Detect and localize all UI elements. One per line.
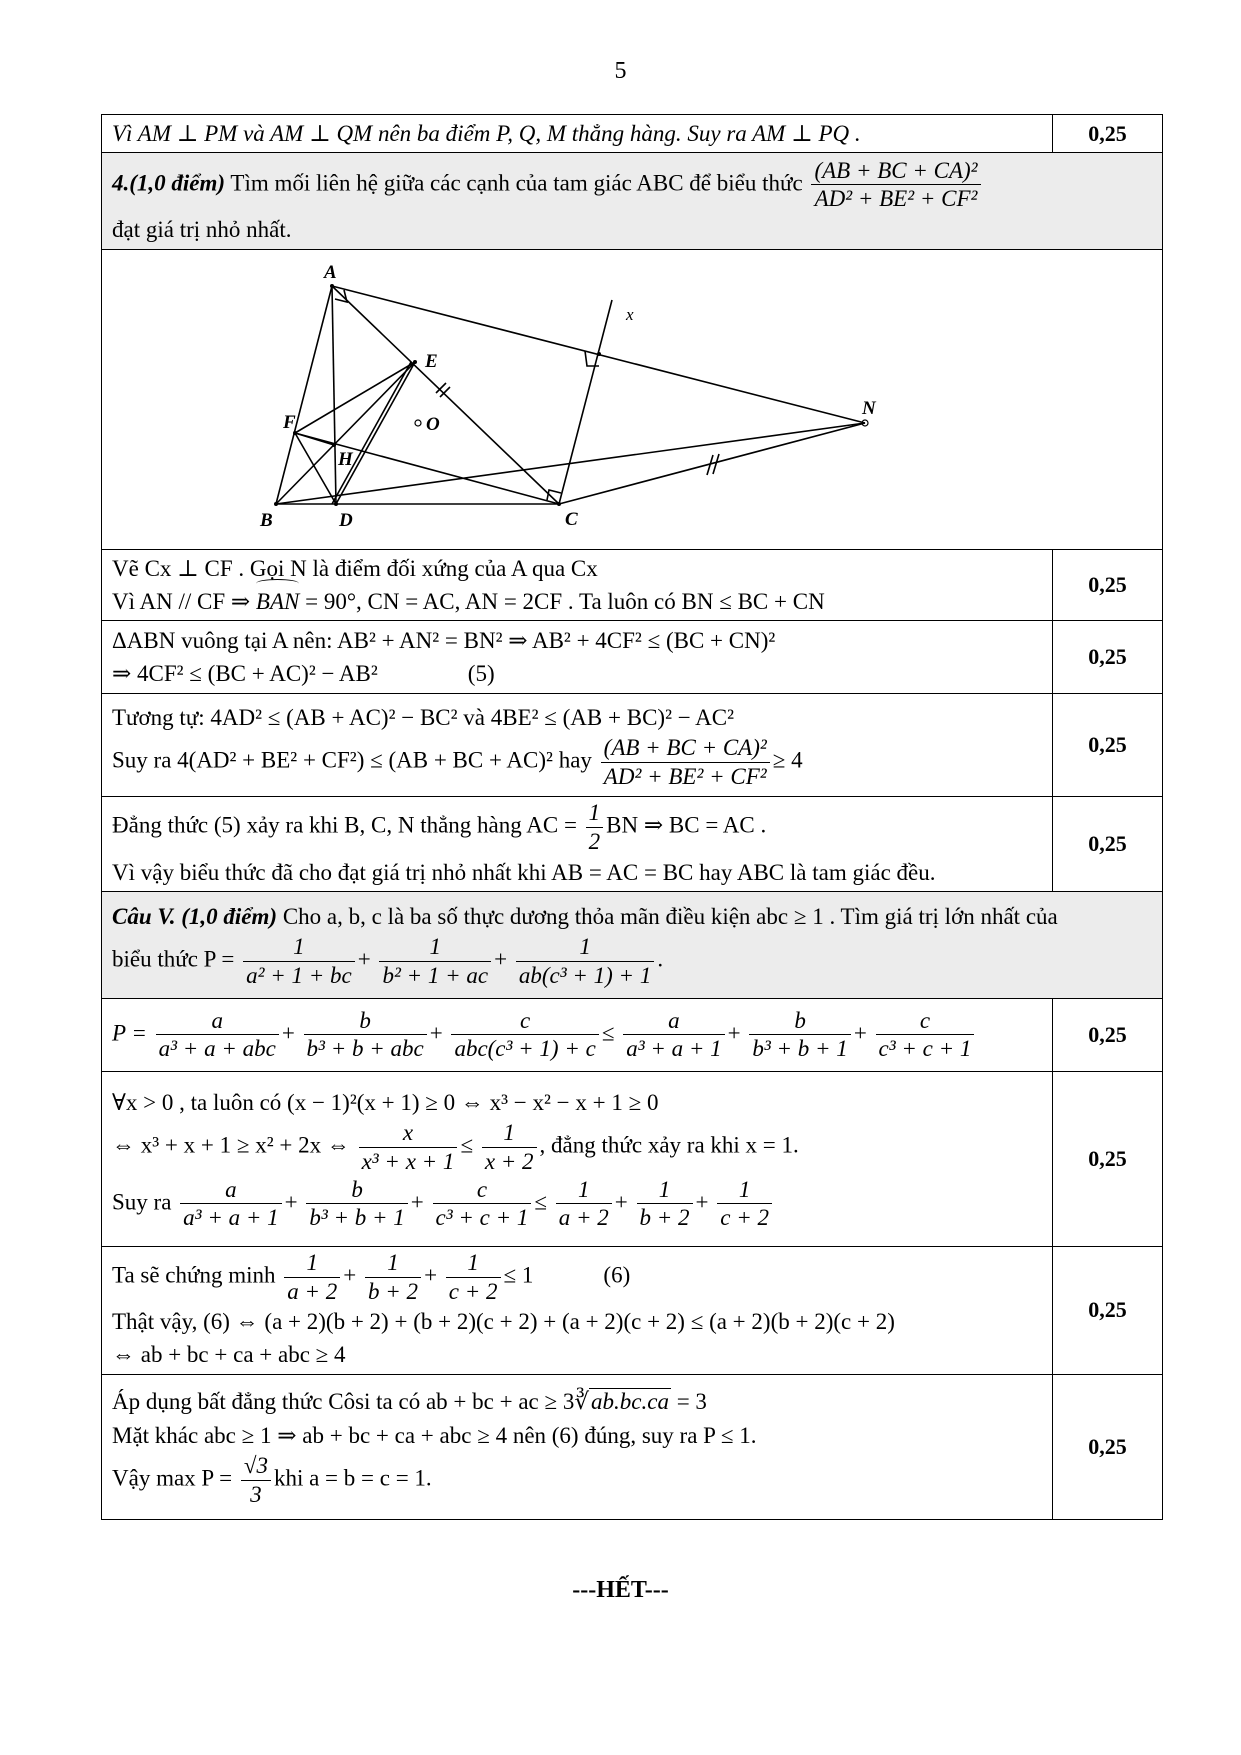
score-cell: 0,25 <box>1053 621 1163 694</box>
label-B: B <box>260 510 273 532</box>
table-row <box>102 998 1163 1071</box>
fraction: $\frac{1}{2}$ <box>586 799 604 855</box>
fraction: $\frac{√3}{3}$ <box>241 1452 271 1508</box>
fraction: $\frac{1}{\text{b² + 1 + ac}}$ <box>379 933 491 989</box>
point-C <box>557 502 561 506</box>
table-row <box>102 1071 1163 1246</box>
arc-angle: BAN <box>256 585 299 618</box>
label-x: x <box>626 305 634 325</box>
question-text <box>102 153 1163 250</box>
label-E: E <box>425 351 438 373</box>
solution-text: Vẽ Cx ⊥ CF . Gọi N là điểm đối xứng của A qua Cx Vì AN // CF ⇒ BAN = 90°, CN = AC, AN = 2CF . Ta luôn có BN ≤ BC + CN <box>102 549 1053 621</box>
label-C: C <box>565 509 578 531</box>
point-Cx-foot <box>597 352 601 356</box>
segment-AC <box>332 286 559 504</box>
score-cell: 0,25 <box>1053 998 1163 1071</box>
fraction: $\frac{a}{\text{a³ + a + abc}}$ <box>156 1007 279 1063</box>
fraction: $\frac{1}{c + 2}$ <box>446 1249 501 1305</box>
point-D <box>334 502 338 506</box>
fraction: $\frac{b}{\text{b³ + b + abc}}$ <box>304 1007 427 1063</box>
cube-root: ab.bc.ca <box>591 1389 669 1415</box>
point-O <box>415 420 421 426</box>
fraction: $\frac{\text{(AB + BC + CA)²}}{\text{AD² + BE² + CF²}}$ <box>811 157 980 213</box>
score-cell: 0,25 <box>1053 797 1163 892</box>
table-row <box>102 1246 1163 1374</box>
page-number: 5 <box>614 58 627 84</box>
question-text: Câu V. (1,0 điểm) Cho a, b, c là ba số thực dương thỏa mãn điều kiện abc ≥ 1 . Tìm giá trị lớn nhất của biểu thức P = $\frac{1}{\text{a² + 1 + bc}}$ + $\frac{1}{\text{b² + 1 + ac}}$ + $\frac{1}{\text{ab(c³ + 1) + 1}}$ . <box>102 891 1163 998</box>
segment-DE <box>336 362 415 504</box>
fraction: $\frac{1}{a + 2}$ <box>556 1176 612 1232</box>
fraction: $\frac{a}{\text{a³ + a + 1}}$ <box>180 1176 281 1232</box>
segment-CN <box>559 423 865 504</box>
question-4-header <box>102 153 1163 250</box>
altitude-AD <box>332 286 336 504</box>
equation-tag: (6) <box>603 1262 631 1288</box>
segment-AB <box>276 286 332 504</box>
solution-text: Vì AM ⊥ PM và AM ⊥ QM nên ba điểm P, Q, M thẳng hàng. Suy ra AM ⊥ PQ . <box>102 115 1053 153</box>
fraction: $\frac{\text{(AB + BC + CA)²}}{\text{AD² + BE² + CF²}}$ <box>601 734 770 790</box>
score-cell: 0,25 <box>1053 1071 1163 1246</box>
point-A <box>330 284 334 288</box>
fraction: $\frac{c}{\text{c³ + c + 1}}$ <box>433 1176 532 1232</box>
table-row <box>102 115 1163 153</box>
fraction: $\frac{a}{\text{a³ + a + 1}}$ <box>623 1007 724 1063</box>
fraction: $\frac{b}{\text{b³ + b + 1}}$ <box>749 1007 850 1063</box>
table-row <box>102 797 1163 892</box>
line-Cx <box>559 300 612 504</box>
fraction: $\frac{1}{x + 2}$ <box>482 1119 537 1175</box>
score-cell: 0,25 <box>1053 694 1163 797</box>
fraction: $\frac{b}{\text{b³ + b + 1}}$ <box>306 1176 407 1232</box>
label-F: F <box>283 412 296 434</box>
figure-row <box>102 250 1163 549</box>
solution-text: Ta sẽ chứng minh $\frac{1}{a + 2}$ + $\frac{1}{b + 2}$ + $\frac{1}{c + 2}$ ≤ 1 (6) Thật vậy, (6) ⇔ (a + 2)(b + 2) + (b + 2)(c + 2) + (a + 2)(c + 2) ≤ (a + 2)(b + 2)(c + 2) ⇔ ab + bc + ca + abc ≥ 4 <box>102 1246 1053 1374</box>
fraction: $\frac{1}{\text{ab(c³ + 1) + 1}}$ <box>516 933 654 989</box>
point-H <box>332 443 336 447</box>
point-B <box>274 502 278 506</box>
fraction: $\frac{1}{b + 2}$ <box>365 1249 421 1305</box>
score-cell: 0,25 <box>1053 1246 1163 1374</box>
fraction: $\frac{x}{\text{x³ + x + 1}}$ <box>359 1119 458 1175</box>
question-statement: Tìm mối liên hệ giữa các cạnh của tam giác ABC để biểu thức <box>230 169 803 195</box>
segment-BN <box>276 423 865 504</box>
solution-text: P = $\frac{a}{\text{a³ + a + abc}}$ + $\frac{b}{\text{b³ + b + abc}}$ + $\frac{c}{\text{abc(c³ + 1) + c}}$ ≤ $\frac{a}{\text{a³ + a + 1}}$ + $\frac{b}{\text{b³ + b + 1}}$ + $\frac{c}{\text{c³ + c + 1}}$ <box>102 998 1053 1071</box>
solution-text: ΔABN vuông tại A nên: AB² + AN² = BN² ⇒ AB² + 4CF² ≤ (BC + CN)² ⇒ 4CF² ≤ (BC + AC)² − AB² (5) <box>102 621 1053 694</box>
table-row <box>102 694 1163 797</box>
question-statement-end: đạt giá trị nhỏ nhất. <box>112 216 292 242</box>
tick-mark-CN-2 <box>713 454 719 474</box>
solution-table <box>101 114 1163 1520</box>
fraction: $\frac{1}{b + 2}$ <box>637 1176 693 1232</box>
right-angle-A <box>335 290 347 302</box>
point-E <box>413 360 417 364</box>
end-marker: ---HẾT--- <box>572 1577 669 1603</box>
question-label: Câu V. (1,0 điểm) <box>112 904 278 930</box>
label-D: D <box>339 510 353 532</box>
fraction: $\frac{1}{\text{a² + 1 + bc}}$ <box>243 933 355 989</box>
question-statement: Cho a, b, c là ba số thực dương thỏa mãn điều kiện abc ≥ 1 . Tìm giá trị lớn nhất của <box>282 904 1058 930</box>
table-row <box>102 1374 1163 1519</box>
label-O: O <box>426 414 440 436</box>
fraction: $\frac{1}{a + 2}$ <box>284 1249 340 1305</box>
fraction: $\frac{1}{c + 2}$ <box>717 1176 772 1232</box>
solution-text: Đẳng thức (5) xảy ra khi B, C, N thẳng hàng AC = $\frac{1}{2}$ BN ⇒ BC = AC . Vì vậy biểu thức đã cho đạt giá trị nhỏ nhất khi AB = AC = BC hay ABC là tam giác đều. <box>102 797 1053 892</box>
label-A: A <box>324 262 337 284</box>
score-cell: 0,25 <box>1053 115 1163 153</box>
equation-tag: (5) <box>467 661 495 687</box>
geometry-figure <box>102 250 1162 539</box>
figure-cell <box>102 250 1163 549</box>
label-N: N <box>862 398 876 420</box>
score-cell: 0,25 <box>1053 549 1163 621</box>
question-label: 4.(1,0 điểm) <box>112 169 226 195</box>
solution-text: ∀x > 0 , ta luôn có (x − 1)²(x + 1) ≥ 0 ⇔ x³ − x² − x + 1 ≥ 0 ⇔ x³ + x + 1 ≥ x² + 2x ⇔ $\frac{x}{\text{x³ + x + 1}}$ ≤ $\frac{1}{x + 2}$ , đẳng thức xảy ra khi x = 1. Suy ra $\frac{a}{\text{a³ + a + 1}}$ + $\frac{b}{\text{b³ + b + 1}}$ + $\frac{c}{\text{c³ + c + 1}}$ ≤ $\frac{1}{a + 2}$ + $\frac{1}{b + 2}$ + $\frac{1}{c + 2}$ <box>102 1071 1053 1246</box>
score-cell: 0,25 <box>1053 1374 1163 1519</box>
question-5-header <box>102 891 1163 998</box>
fraction: $\frac{c}{\text{c³ + c + 1}}$ <box>876 1007 975 1063</box>
label-H: H <box>338 449 353 471</box>
table-row <box>102 549 1163 621</box>
solution-text: Tương tự: 4AD² ≤ (AB + AC)² − BC² và 4BE² ≤ (AB + BC)² − AC² Suy ra 4(AD² + BE² + CF²) ≤ (AB + BC + AC)² hay $\frac{\text{(AB + BC + CA)²}}{\text{AD² + BE² + CF²}}$ ≥ 4 <box>102 694 1053 797</box>
solution-text: Áp dụng bất đẳng thức Côsi ta có ab + bc + ac ≥ 3∛ab.bc.ca = 3 Mặt khác abc ≥ 1 ⇒ ab + bc + ca + abc ≥ 4 nên (6) đúng, suy ra P ≤ 1. Vậy max P = $\frac{√3}{3}$ khi a = b = c = 1. <box>102 1374 1053 1519</box>
table-row <box>102 621 1163 694</box>
fraction: $\frac{c}{\text{abc(c³ + 1) + c}}$ <box>451 1007 598 1063</box>
segment-DE2 <box>332 362 411 504</box>
